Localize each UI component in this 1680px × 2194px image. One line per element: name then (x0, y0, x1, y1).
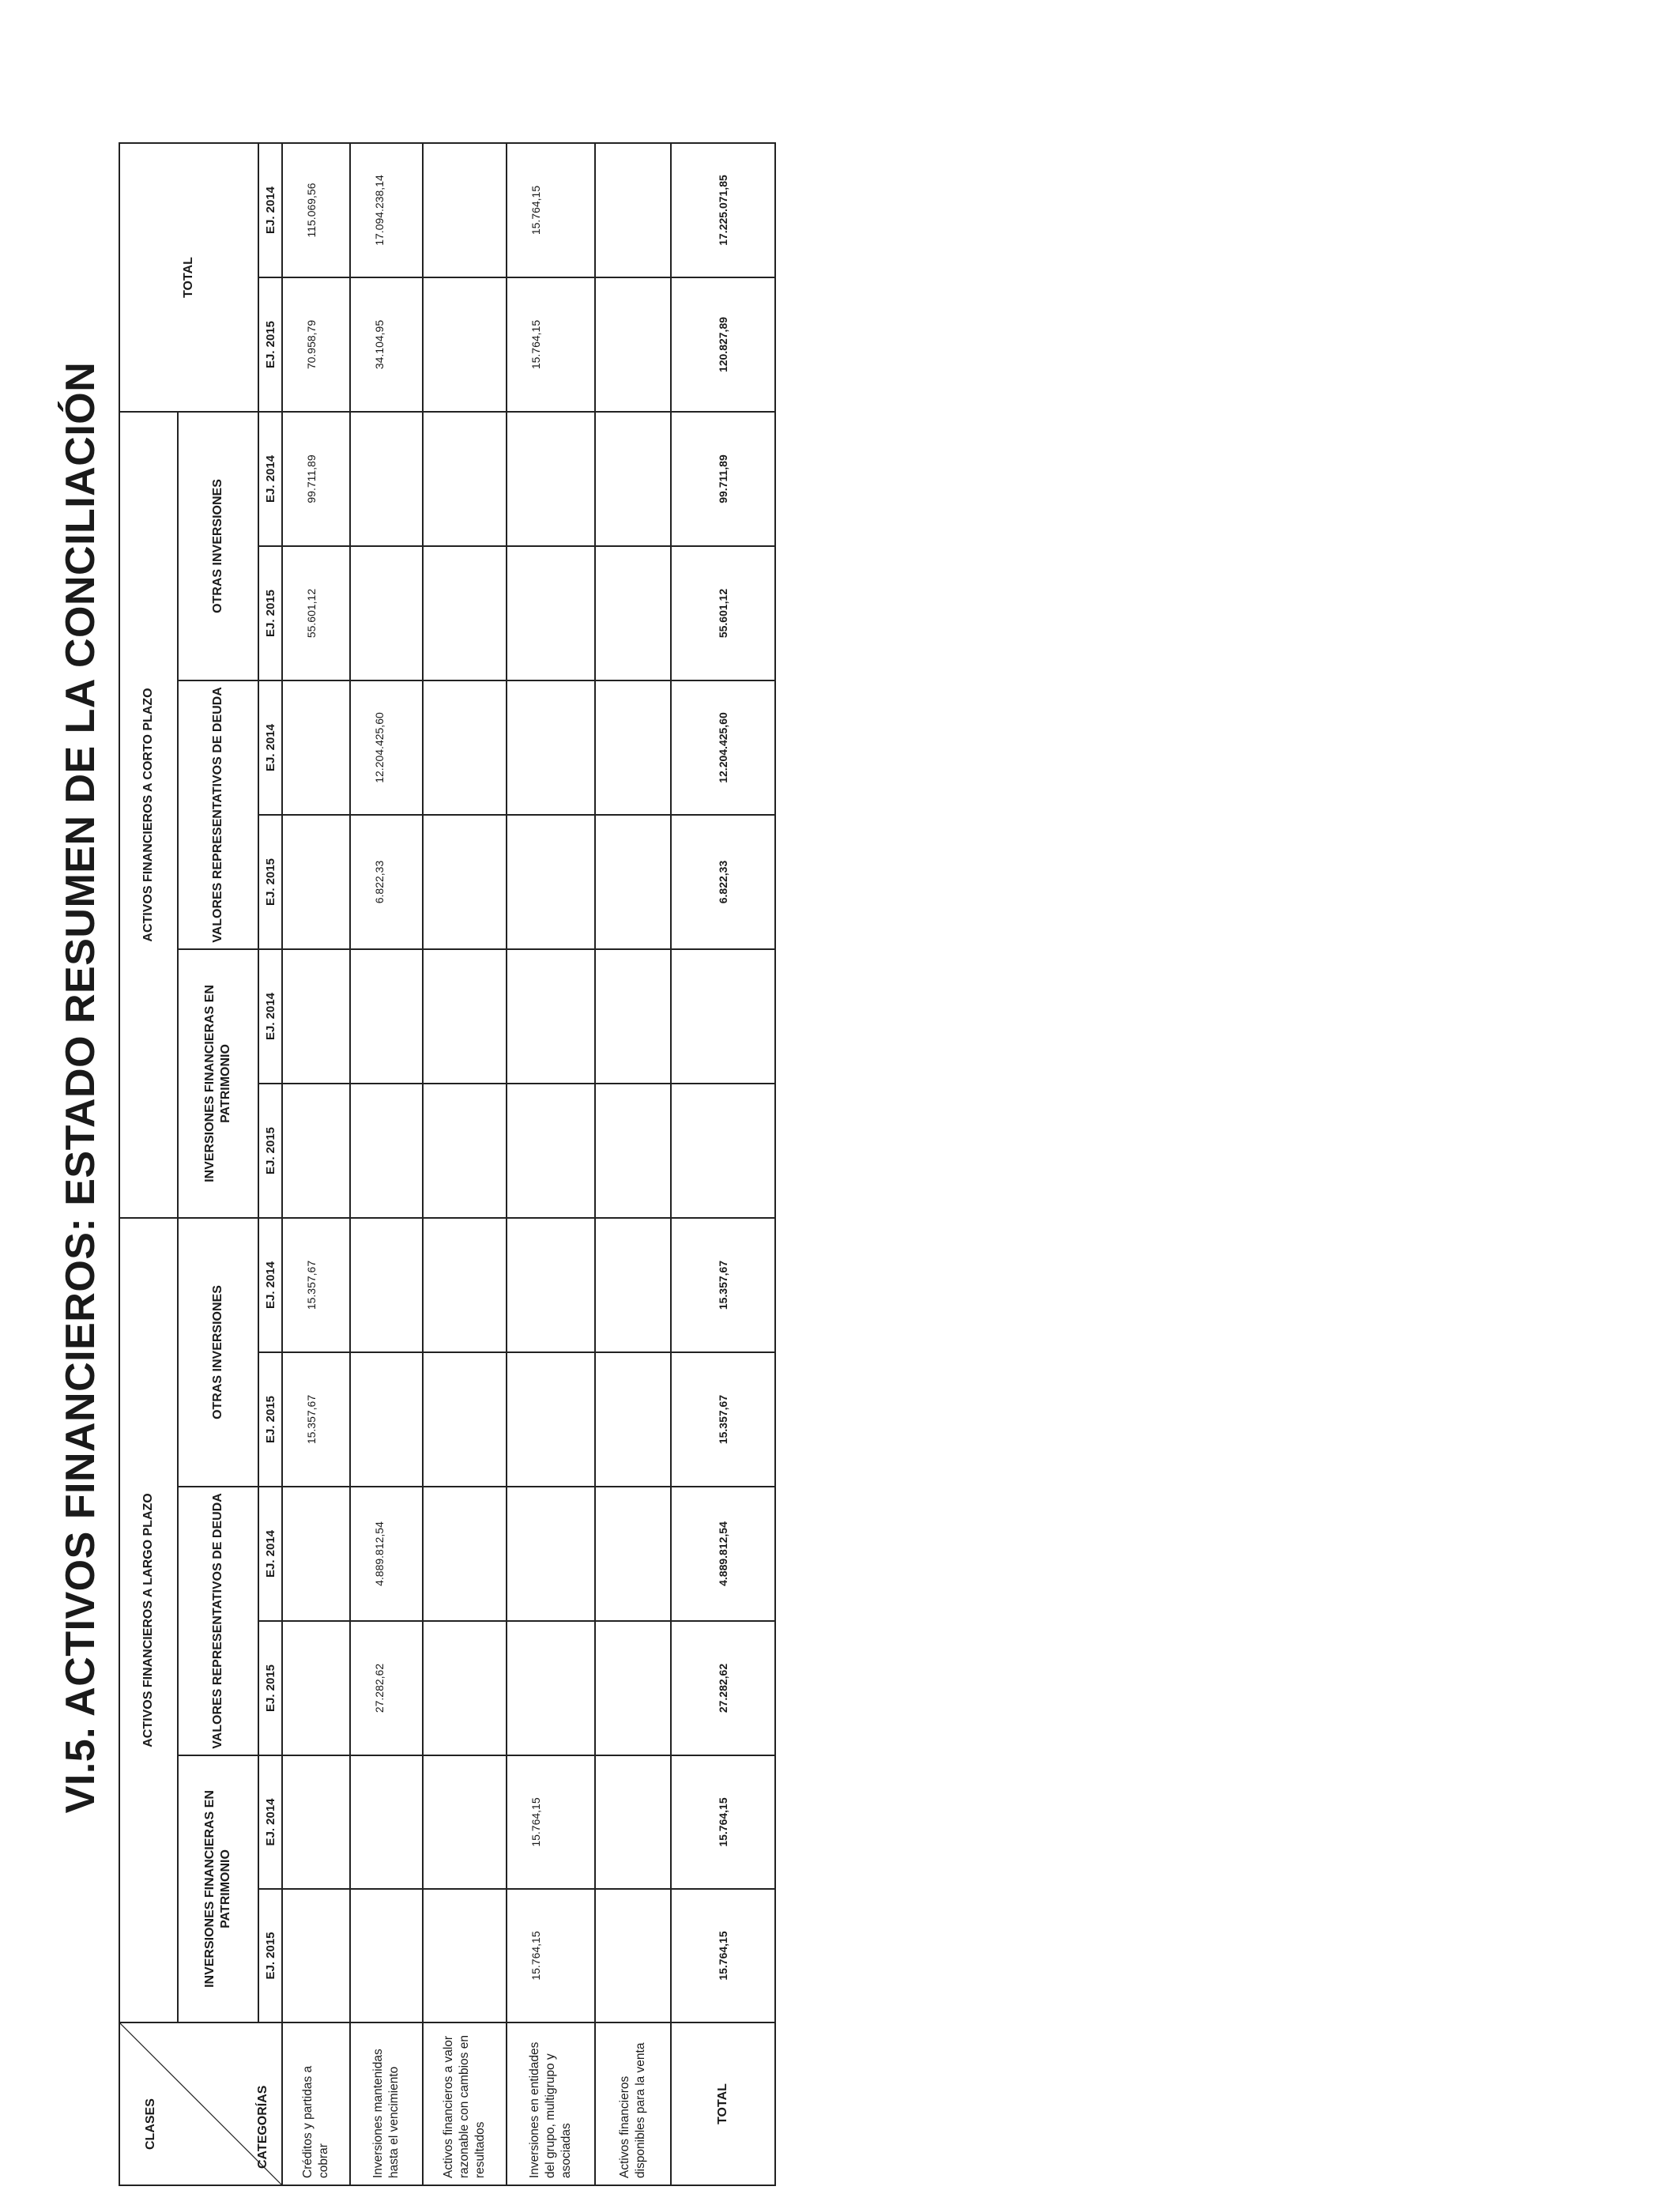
value-cell (350, 546, 423, 680)
group-total: TOTAL (119, 143, 258, 412)
value-cell (423, 815, 507, 949)
year-header: EJ. 2015 (258, 277, 282, 412)
year-header: EJ. 2014 (258, 1218, 282, 1352)
total-cell: 6.822,33 (671, 815, 775, 949)
value-cell (350, 1084, 423, 1218)
value-cell (350, 1352, 423, 1487)
value-cell: 55.601,12 (282, 546, 350, 680)
corner-header (119, 2022, 282, 2185)
value-cell (595, 1755, 671, 1889)
row-label: Inversiones en entidades del grupo, multigrupo y asociadas (507, 2022, 595, 2185)
value-cell: 12.204.425,60 (350, 680, 423, 815)
table-row (282, 143, 350, 2185)
value-cell (423, 949, 507, 1084)
year-header: EJ. 2014 (258, 949, 282, 1084)
value-cell (595, 1487, 671, 1621)
value-cell: 27.282,62 (350, 1621, 423, 1755)
subgroup-corto-patrimonio: INVERSIONES FINANCIERAS EN PATRIMONIO (178, 949, 258, 1218)
total-cell: 15.764,15 (671, 1755, 775, 1889)
value-cell (423, 1218, 507, 1352)
total-cell: 17.225.071,85 (671, 143, 775, 277)
value-cell (423, 1621, 507, 1755)
value-cell (595, 277, 671, 412)
value-cell (595, 815, 671, 949)
year-header: EJ. 2015 (258, 546, 282, 680)
value-cell: 4.889.812,54 (350, 1487, 423, 1621)
total-cell: 4.889.812,54 (671, 1487, 775, 1621)
value-cell (282, 815, 350, 949)
value-cell: 15.764,15 (507, 277, 595, 412)
total-label: TOTAL (671, 2022, 775, 2185)
subgroup-largo-valores: VALORES REPRESENTATIVOS DE DEUDA (178, 1487, 258, 1755)
year-header: EJ. 2015 (258, 1889, 282, 2022)
row-label: Créditos y partidas a cobrar (282, 2022, 350, 2185)
year-header: EJ. 2014 (258, 143, 282, 277)
categorias-label: CATEGORÍAS (256, 2085, 269, 2169)
value-cell: 15.764,15 (507, 1889, 595, 2022)
value-cell (423, 277, 507, 412)
value-cell (595, 546, 671, 680)
value-cell (350, 1218, 423, 1352)
year-header: EJ. 2015 (258, 1352, 282, 1487)
year-header: EJ. 2014 (258, 412, 282, 546)
value-cell (282, 1084, 350, 1218)
value-cell (507, 1084, 595, 1218)
value-cell (423, 412, 507, 546)
value-cell (350, 1755, 423, 1889)
reconciliation-table (119, 142, 776, 2186)
value-cell (595, 1621, 671, 1755)
value-cell (282, 949, 350, 1084)
value-cell (507, 1352, 595, 1487)
value-cell (507, 815, 595, 949)
value-cell (595, 1352, 671, 1487)
table-row (423, 143, 507, 2185)
value-cell (595, 1889, 671, 2022)
row-label: Activos financieros a valor razonable con cambios en resultados (423, 2022, 507, 2185)
value-cell (507, 949, 595, 1084)
value-cell (595, 680, 671, 815)
value-cell: 34.104,95 (350, 277, 423, 412)
value-cell: 17.094.238,14 (350, 143, 423, 277)
year-header: EJ. 2015 (258, 815, 282, 949)
value-cell (595, 412, 671, 546)
value-cell (282, 1487, 350, 1621)
value-cell: 15.357,67 (282, 1352, 350, 1487)
value-cell (507, 1487, 595, 1621)
value-cell (595, 1084, 671, 1218)
value-cell (595, 949, 671, 1084)
value-cell (282, 1755, 350, 1889)
total-cell: 12.204.425,60 (671, 680, 775, 815)
value-cell (595, 1218, 671, 1352)
group-largo-plazo: ACTIVOS FINANCIEROS A LARGO PLAZO (119, 1218, 178, 2022)
value-cell (507, 546, 595, 680)
value-cell: 15.764,15 (507, 1755, 595, 1889)
value-cell: 15.764,15 (507, 143, 595, 277)
row-label: Inversiones mantenidas hasta el vencimiento (350, 2022, 423, 2185)
value-cell (350, 412, 423, 546)
clases-label: CLASES (144, 2098, 157, 2150)
value-cell (423, 1889, 507, 2022)
group-corto-plazo: ACTIVOS FINANCIEROS A CORTO PLAZO (119, 412, 178, 1218)
value-cell: 70.958,79 (282, 277, 350, 412)
total-cell: 15.764,15 (671, 1889, 775, 2022)
subgroup-largo-patrimonio: INVERSIONES FINANCIERAS EN PATRIMONIO (178, 1755, 258, 2022)
table-row (350, 143, 423, 2185)
value-cell (282, 1621, 350, 1755)
year-header: EJ. 2014 (258, 680, 282, 815)
value-cell (282, 680, 350, 815)
table-row (595, 143, 671, 2185)
value-cell: 99.711,89 (282, 412, 350, 546)
value-cell (423, 680, 507, 815)
total-cell: 120.827,89 (671, 277, 775, 412)
total-cell: 15.357,67 (671, 1218, 775, 1352)
value-cell (507, 1621, 595, 1755)
subgroup-corto-valores: VALORES REPRESENTATIVOS DE DEUDA (178, 680, 258, 949)
value-cell: 115.069,56 (282, 143, 350, 277)
value-cell (423, 1487, 507, 1621)
total-cell: 99.711,89 (671, 412, 775, 546)
total-cell (671, 949, 775, 1084)
value-cell (423, 546, 507, 680)
value-cell (507, 412, 595, 546)
page-title: VI.5. ACTIVOS FINANCIEROS: ESTADO RESUMEN DE LA CONCILIACIÓN (58, 361, 104, 1814)
value-cell (507, 680, 595, 815)
year-header: EJ. 2015 (258, 1084, 282, 1218)
value-cell (282, 1889, 350, 2022)
total-cell (671, 1084, 775, 1218)
value-cell (423, 143, 507, 277)
value-cell (507, 1218, 595, 1352)
table-row (507, 143, 595, 2185)
total-row (671, 143, 775, 2185)
year-header: EJ. 2015 (258, 1621, 282, 1755)
value-cell (423, 1755, 507, 1889)
value-cell: 15.357,67 (282, 1218, 350, 1352)
value-cell (423, 1352, 507, 1487)
value-cell (350, 949, 423, 1084)
year-header: EJ. 2014 (258, 1755, 282, 1889)
value-cell: 6.822,33 (350, 815, 423, 949)
value-cell (423, 1084, 507, 1218)
total-cell: 55.601,12 (671, 546, 775, 680)
row-label: Activos financieros disponibles para la venta (595, 2022, 671, 2185)
subgroup-corto-otras: OTRAS INVERSIONES (178, 412, 258, 680)
total-cell: 15.357,67 (671, 1352, 775, 1487)
subgroup-largo-otras: OTRAS INVERSIONES (178, 1218, 258, 1487)
value-cell (595, 143, 671, 277)
year-header: EJ. 2014 (258, 1487, 282, 1621)
total-cell: 27.282,62 (671, 1621, 775, 1755)
value-cell (350, 1889, 423, 2022)
